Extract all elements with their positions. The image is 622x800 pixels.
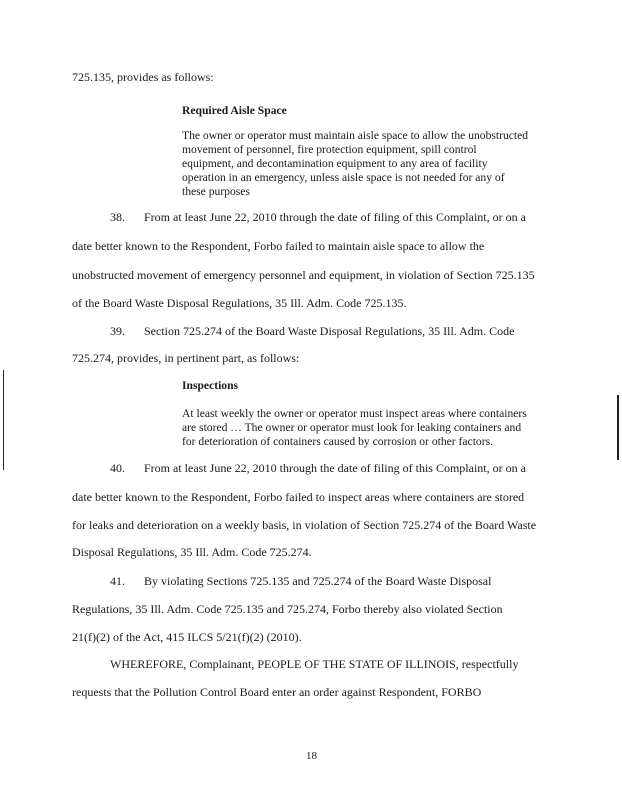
quote-heading: Required Aisle Space — [182, 104, 287, 117]
body-line: unobstructed movement of emergency personnel and equipment, in violation of Section 725.135 — [72, 268, 535, 282]
paragraph-number: 40. — [110, 461, 125, 475]
scan-mark-left — [3, 370, 4, 470]
quote-line: these purposes — [182, 185, 250, 198]
quote-line: movement of personnel, fire protection equipment, spill control — [182, 143, 477, 156]
body-line: date better known to the Respondent, Forbo failed to inspect areas where containers are stored — [72, 490, 525, 504]
intro-line: 725.135, provides as follows: — [72, 70, 214, 84]
body-line: of the Board Waste Disposal Regulations, 35 Ill. Adm. Code 725.135. — [72, 296, 407, 310]
paragraph-number: 41. — [110, 574, 125, 588]
body-line: 725.274, provides, in pertinent part, as follows: — [72, 351, 300, 365]
paragraph-first-line: From at least June 22, 2010 through the date of filing of this Complaint, or on a — [144, 210, 526, 224]
body-line: Disposal Regulations, 35 Ill. Adm. Code 725.274. — [72, 545, 312, 559]
body-line: Regulations, 35 Ill. Adm. Code 725.135 and 725.274, Forbo thereby also violated Section — [72, 602, 503, 616]
page-number: 18 — [306, 750, 317, 762]
quote-line: for deterioration of containers caused by corrosion or other factors. — [182, 435, 493, 448]
quote-line: operation in an emergency, unless aisle space is not needed for any of — [182, 171, 505, 184]
body-line: date better known to the Respondent, Forbo failed to maintain aisle space to allow the — [72, 239, 485, 253]
body-line: requests that the Pollution Control Board enter an order against Respondent, FORBO — [72, 685, 482, 699]
quote-line: equipment, and decontamination equipment to any area of facility — [182, 157, 488, 170]
paragraph-first-line: From at least June 22, 2010 through the date of filing of this Complaint, or on a — [144, 461, 526, 475]
paragraph-number: 38. — [110, 210, 125, 224]
paragraph-first-line: WHEREFORE, Complainant, PEOPLE OF THE STATE OF ILLINOIS, respectfully — [110, 657, 519, 671]
paragraph-first-line: Section 725.274 of the Board Waste Disposal Regulations, 35 Ill. Adm. Code — [144, 324, 515, 338]
quote-line: are stored … The owner or operator must look for leaking containers and — [182, 421, 522, 434]
quote-heading: Inspections — [182, 379, 239, 392]
quote-line: At least weekly the owner or operator must inspect areas where containers — [182, 407, 527, 420]
body-line: for leaks and deterioration on a weekly basis, in violation of Section 725.274 of the Board Waste — [72, 518, 537, 532]
paragraph-first-line: By violating Sections 725.135 and 725.274 of the Board Waste Disposal — [144, 574, 492, 588]
scan-mark-right — [617, 395, 619, 460]
body-line: 21(f)(2) of the Act, 415 ILCS 5/21(f)(2) (2010). — [72, 630, 302, 644]
quote-line: The owner or operator must maintain aisle space to allow the unobstructed — [182, 129, 529, 142]
paragraph-number: 39. — [110, 324, 125, 338]
